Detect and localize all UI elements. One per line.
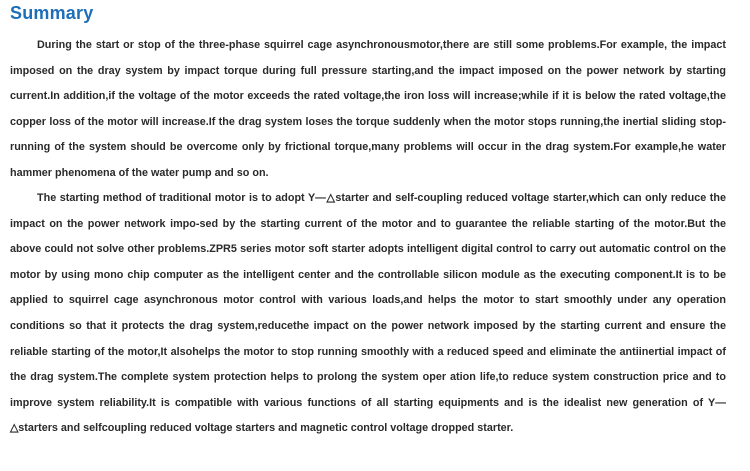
summary-paragraph-soft-starter: The starting method of traditional motor is to adopt Y—△starter and self-coupling reduced voltage starter,which can only reduce the impact on the power network impo-sed by the starting current of the motor and to guarantee the reliable starting of the motor.But the above could not solve other problems.ZPR5 series motor soft starter adopts intelligent digital control to carry out automatic control on the motor by using mono chip computer as the intelligent center and the controllable silicon module as the executing component.It is to be applied to squirrel cage asynchronous motor control with various loads,and helps the motor to start smoothly under any operation conditions so that it protects the drag system,reducethe impact on the power network imposed by the starting current and ensure the reliable starting of the motor,It alsohelps the motor to stop running smoothly with a reduced speed and eliminate the antiinertial impact of the drag system.The complete system protection helps to prolong the system oper ation life,to reduce system construction price and to improve system reliability.It is compatible with various functions of all starting equipments and is the idealist new generation of Y—△starters and selfcoupling reduced voltage starters and magnetic control voltage dropped starter. [10,192,726,435]
summary-paragraph-problems: During the start or stop of the three-phase squirrel cage asynchronousmotor,there are still some problems.For example, the impact imposed on the dray system by impact torque during full pressure starting,and the impact imposed on the power network by starting current.In addition,if the voltage of the motor exceeds the rated voltage,the iron loss will increase;while if it is below the rated voltage,the copper loss of the motor will increase.If the drag system loses the torque suddenly when the motor stops running,the inertial sliding stop-running of the system should be overcome only by frictional torque,many problems will occur in the drag system.For example,he water hammer phenomena of the water pump and so on. [10,39,726,179]
page-title: Summary [10,3,94,23]
